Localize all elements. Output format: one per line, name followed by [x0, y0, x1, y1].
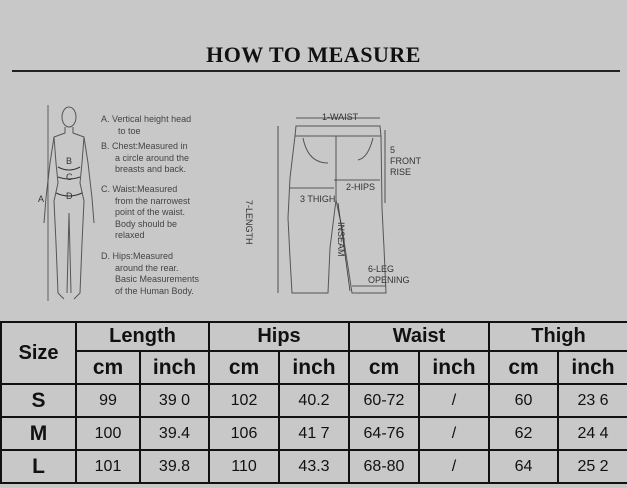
table-cell: 39 0 [140, 384, 209, 417]
table-cell: 39.8 [140, 450, 209, 483]
size-header: Size [1, 322, 76, 384]
table-row [1, 384, 627, 417]
unit-header: cm [76, 351, 140, 384]
note-a: A. Vertical height head to toe [101, 114, 192, 136]
marker-b: B [66, 156, 73, 166]
table-cell: 24 4 [558, 417, 627, 450]
unit-header: cm [349, 351, 419, 384]
note-c: C. Waist:Measured from the narrowest point of the waist. Body should be relaxed [101, 184, 191, 240]
table-cell: 99 [76, 384, 140, 417]
unit-header: inch [279, 351, 349, 384]
size-chart-table [0, 321, 627, 484]
table-cell: 64 [489, 450, 558, 483]
note-b: B. Chest:Measured in a circle around the breasts and back. [101, 141, 190, 174]
table-cell: 41 7 [279, 417, 349, 450]
marker-d: D [66, 191, 73, 201]
title-underline [12, 70, 620, 72]
pants-waist-label: 1-WAIST [322, 112, 359, 122]
table-cell: 64-76 [349, 417, 419, 450]
body-figure-illustration [36, 103, 106, 305]
table-cell: / [419, 417, 489, 450]
group-length-header: Length [76, 322, 209, 351]
table-cell: 60-72 [349, 384, 419, 417]
table-cell: 60 [489, 384, 558, 417]
group-thigh-header: Thigh [489, 322, 627, 351]
pants-length-label: 7-LENGTH [244, 200, 254, 245]
table-cell: 106 [209, 417, 279, 450]
table-cell: 100 [76, 417, 140, 450]
marker-c: C [66, 172, 73, 182]
unit-header: cm [209, 351, 279, 384]
page-title: HOW TO MEASURE [206, 42, 421, 67]
note-d: D. Hips:Measured around the rear. Basic Measurements of the Human Body. [101, 251, 200, 296]
pants-inseam-label: INSEAM [336, 222, 346, 257]
unit-header: cm [489, 351, 558, 384]
pants-leg-opening-label: 6-LEG OPENING [368, 264, 410, 285]
unit-header: inch [558, 351, 627, 384]
table-cell: / [419, 384, 489, 417]
table-cell: 110 [209, 450, 279, 483]
pants-front-rise-label: 5 FRONT RISE [390, 145, 421, 177]
table-cell: 68-80 [349, 450, 419, 483]
marker-a: A [38, 194, 45, 204]
table-cell: 102 [209, 384, 279, 417]
group-waist-header: Waist [349, 322, 489, 351]
table-cell: 23 6 [558, 384, 627, 417]
table-cell: 40.2 [279, 384, 349, 417]
table-cell: / [419, 450, 489, 483]
table-row [1, 417, 627, 450]
unit-header: inch [140, 351, 209, 384]
unit-header-row [1, 351, 627, 384]
unit-header: inch [419, 351, 489, 384]
size-label: L [1, 450, 76, 483]
size-label: S [1, 384, 76, 417]
size-label: M [1, 417, 76, 450]
group-hips-header: Hips [209, 322, 349, 351]
pants-illustration [268, 108, 438, 308]
group-header-row [1, 322, 627, 351]
table-cell: 62 [489, 417, 558, 450]
pants-hips-label: 2-HIPS [346, 182, 376, 192]
table-row [1, 450, 627, 483]
pants-thigh-label: 3 THIGH [300, 194, 336, 204]
table-cell: 43.3 [279, 450, 349, 483]
table-cell: 101 [76, 450, 140, 483]
table-cell: 25 2 [558, 450, 627, 483]
table-cell: 39.4 [140, 417, 209, 450]
